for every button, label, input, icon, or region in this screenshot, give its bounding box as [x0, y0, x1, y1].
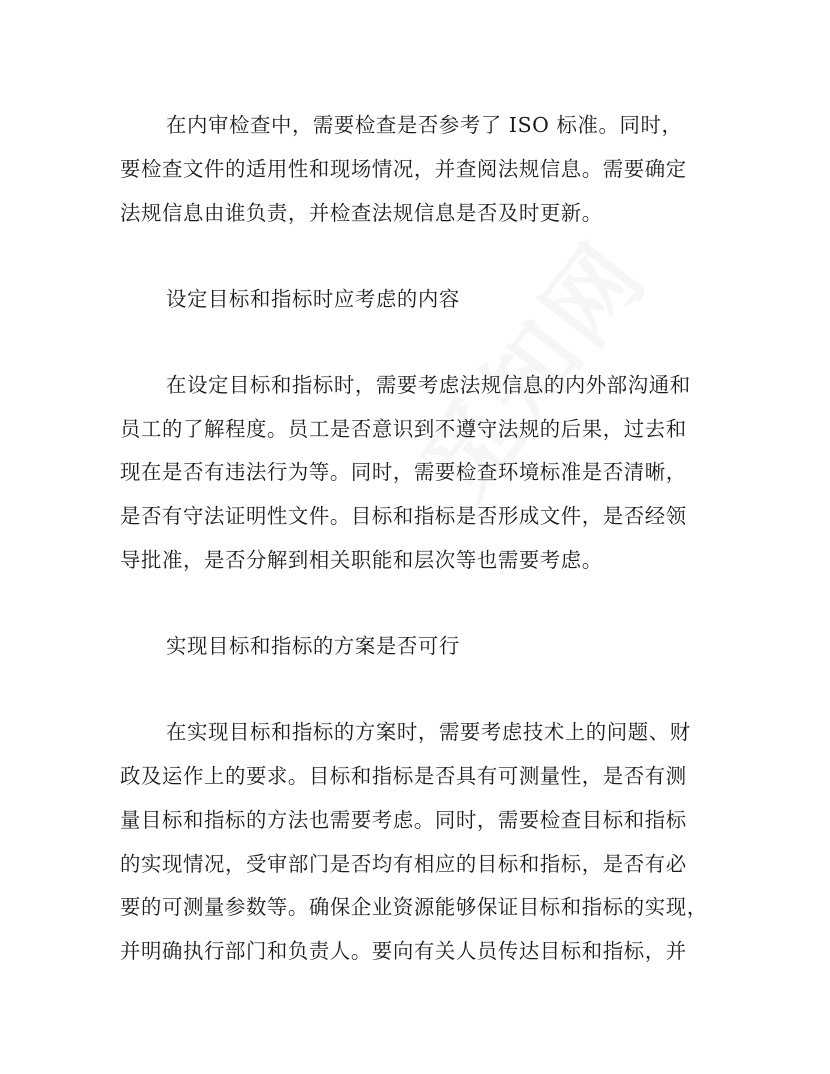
paragraph-3-line-5: 要的可测量参数等。确保企业资源能够保证目标和指标的实现，: [120, 895, 708, 919]
paragraph-2-line-5: 导批准，是否分解到相关职能和层次等也需要考虑。: [120, 548, 603, 572]
paragraph-2-line-1: 在设定目标和指标时，需要考虑法规信息的内外部沟通和: [166, 373, 691, 397]
paragraph-2-line-2: 员工的了解程度。员工是否意识到不遵守法规的后果，过去和: [120, 417, 687, 441]
paragraph-2-line-3: 现在是否有违法行为等。同时，需要检查环境标准是否清晰，: [120, 460, 687, 484]
paragraph-3-line-2: 政及运作上的要求。目标和指标是否具有可测量性，是否有测: [120, 764, 687, 788]
paragraph-3-line-1: 在实现目标和指标的方案时，需要考虑技术上的问题、财: [166, 720, 691, 744]
paragraph-1-line-1: 在内审检查中，需要检查是否参考了 ISO 标准。同时，: [166, 113, 683, 137]
paragraph-1-line-3: 法规信息由谁负责，并检查法规信息是否及时更新。: [120, 201, 603, 225]
paragraph-2-line-4: 是否有守法证明性文件。目标和指标是否形成文件，是否经领: [120, 504, 687, 528]
paragraph-3-line-6: 并明确执行部门和负责人。要向有关人员传达目标和指标，并: [120, 939, 687, 963]
section-heading-2: 实现目标和指标的方案是否可行: [166, 634, 460, 658]
paragraph-1-line-2: 要检查文件的适用性和现场情况，并查阅法规信息。需要确定: [120, 157, 687, 181]
section-heading-1: 设定目标和指标时应考虑的内容: [166, 287, 460, 311]
paragraph-3-line-4: 的实现情况，受审部门是否均有相应的目标和指标，是否有必: [120, 852, 687, 876]
paragraph-3-line-3: 量目标和指标的方法也需要考虑。同时，需要检查目标和指标: [120, 808, 687, 832]
